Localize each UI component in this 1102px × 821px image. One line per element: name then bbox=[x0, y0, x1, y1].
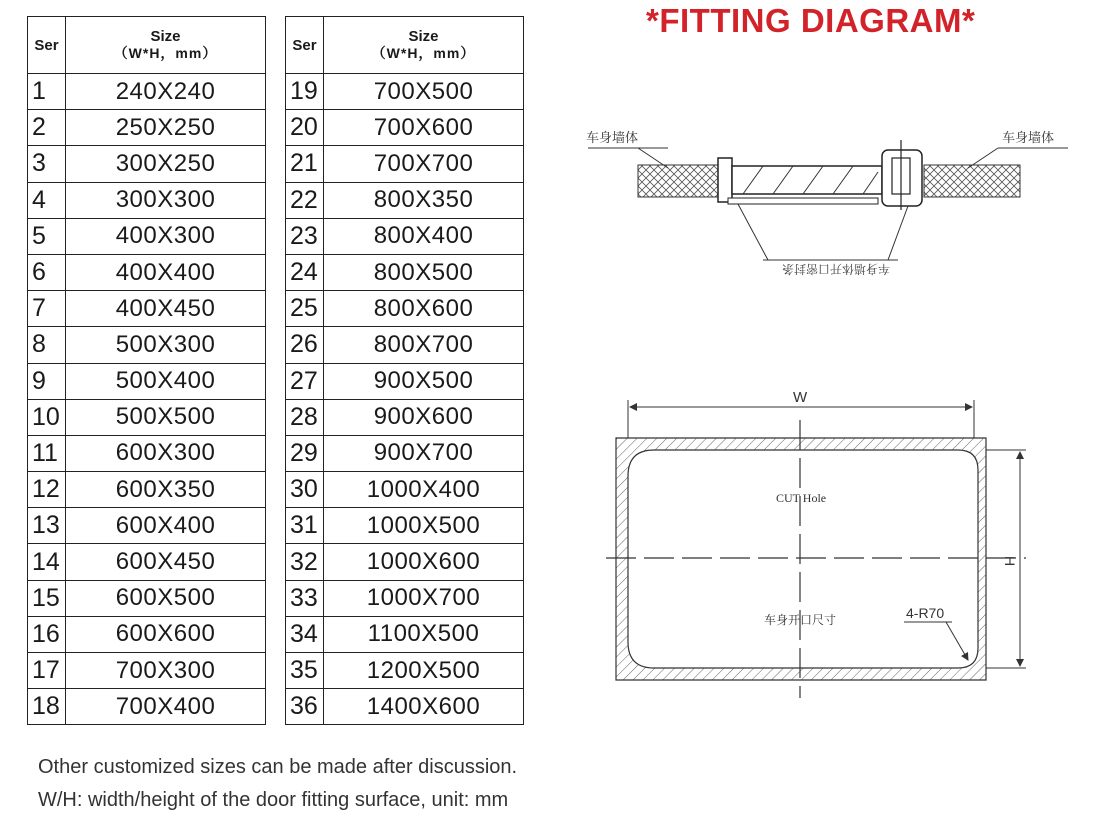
size-cell: 800X400 bbox=[324, 218, 524, 254]
ser-cell: 17 bbox=[28, 653, 66, 689]
size-header-unit: （W*H，mm） bbox=[113, 45, 218, 61]
table-row bbox=[28, 508, 266, 544]
table-row bbox=[28, 399, 266, 435]
size-cell: 250X250 bbox=[66, 110, 266, 146]
hatched-frame bbox=[616, 438, 986, 680]
table-body-left bbox=[28, 74, 266, 725]
fitting-diagram-title: *FITTING DIAGRAM* bbox=[646, 2, 976, 39]
size-cell: 800X500 bbox=[324, 254, 524, 290]
size-cell: 700X300 bbox=[66, 653, 266, 689]
ser-cell: 18 bbox=[28, 689, 66, 725]
size-cell: 700X700 bbox=[324, 146, 524, 182]
ser-cell: 16 bbox=[28, 616, 66, 652]
ser-cell: 13 bbox=[28, 508, 66, 544]
label-seal-mirrored: 车身墙体开口密封条 bbox=[781, 262, 890, 276]
ser-cell: 21 bbox=[286, 146, 324, 182]
table-row bbox=[28, 363, 266, 399]
ser-cell: 30 bbox=[286, 472, 324, 508]
size-cell: 600X350 bbox=[66, 472, 266, 508]
table-row bbox=[286, 653, 524, 689]
size-cell: 600X300 bbox=[66, 435, 266, 471]
cutout-diagram bbox=[596, 380, 1046, 720]
label-wall-right: 车身墙体 bbox=[1002, 131, 1055, 146]
table-row bbox=[286, 291, 524, 327]
ser-header: Ser bbox=[28, 17, 66, 74]
size-cell: 1000X500 bbox=[324, 508, 524, 544]
size-table-right bbox=[285, 16, 524, 725]
size-cell: 500X300 bbox=[66, 327, 266, 363]
ser-cell: 28 bbox=[286, 399, 324, 435]
table-header-row bbox=[286, 17, 524, 74]
left-wall-section bbox=[638, 165, 728, 197]
table-row bbox=[286, 254, 524, 290]
size-table-left bbox=[27, 16, 266, 725]
radius-label: 4-R70 bbox=[906, 605, 945, 621]
size-cell: 1000X600 bbox=[324, 544, 524, 580]
ser-cell: 27 bbox=[286, 363, 324, 399]
size-header bbox=[324, 17, 524, 74]
size-cell: 1100X500 bbox=[324, 616, 524, 652]
size-cell: 500X400 bbox=[66, 363, 266, 399]
ser-cell: 5 bbox=[28, 218, 66, 254]
table-row bbox=[286, 580, 524, 616]
ser-cell: 12 bbox=[28, 472, 66, 508]
size-cell: 400X400 bbox=[66, 254, 266, 290]
table-row bbox=[286, 399, 524, 435]
ser-cell: 22 bbox=[286, 182, 324, 218]
size-cell: 240X240 bbox=[66, 74, 266, 110]
ser-cell: 14 bbox=[28, 544, 66, 580]
note-unit-definition: W/H: width/height of the door fitting surface, unit: mm bbox=[38, 789, 509, 811]
size-cell: 900X700 bbox=[324, 435, 524, 471]
table-row bbox=[286, 544, 524, 580]
cut-hole-label: CUT Hole bbox=[776, 491, 827, 505]
table-row bbox=[28, 218, 266, 254]
table-row bbox=[28, 580, 266, 616]
table-row bbox=[286, 110, 524, 146]
ser-cell: 3 bbox=[28, 146, 66, 182]
ser-cell: 23 bbox=[286, 218, 324, 254]
table-row bbox=[286, 327, 524, 363]
ser-cell: 10 bbox=[28, 399, 66, 435]
table-row bbox=[28, 254, 266, 290]
ser-cell: 15 bbox=[28, 580, 66, 616]
size-cell: 800X600 bbox=[324, 291, 524, 327]
size-cell: 700X400 bbox=[66, 689, 266, 725]
table-row bbox=[28, 327, 266, 363]
section-view-diagram bbox=[578, 110, 1078, 310]
table-row bbox=[286, 616, 524, 652]
height-label: H bbox=[1002, 556, 1018, 567]
size-cell: 600X600 bbox=[66, 616, 266, 652]
table-row bbox=[286, 472, 524, 508]
ser-cell: 4 bbox=[28, 182, 66, 218]
table-row bbox=[28, 291, 266, 327]
ser-cell: 25 bbox=[286, 291, 324, 327]
table-row bbox=[28, 616, 266, 652]
table-row bbox=[286, 435, 524, 471]
ser-cell: 34 bbox=[286, 616, 324, 652]
table-row bbox=[286, 182, 524, 218]
table-row bbox=[286, 363, 524, 399]
size-cell: 1000X700 bbox=[324, 580, 524, 616]
ser-cell: 32 bbox=[286, 544, 324, 580]
table-row bbox=[28, 544, 266, 580]
size-header-title: Size bbox=[408, 28, 439, 45]
ser-cell: 6 bbox=[28, 254, 66, 290]
ser-cell: 33 bbox=[286, 580, 324, 616]
size-header-unit: （W*H，mm） bbox=[371, 45, 476, 61]
size-cell: 600X500 bbox=[66, 580, 266, 616]
size-header-title: Size bbox=[150, 28, 181, 45]
note-customized-sizes: Other customized sizes can be made after discussion. bbox=[38, 756, 518, 778]
table-row bbox=[28, 472, 266, 508]
size-cell: 1200X500 bbox=[324, 653, 524, 689]
ser-cell: 26 bbox=[286, 327, 324, 363]
frame-left bbox=[718, 158, 732, 202]
ser-cell: 1 bbox=[28, 74, 66, 110]
size-cell: 900X600 bbox=[324, 399, 524, 435]
size-cell: 300X300 bbox=[66, 182, 266, 218]
size-cell: 800X350 bbox=[324, 182, 524, 218]
ser-cell: 36 bbox=[286, 689, 324, 725]
size-cell: 1400X600 bbox=[324, 689, 524, 725]
size-cell: 700X600 bbox=[324, 110, 524, 146]
size-cell: 400X450 bbox=[66, 291, 266, 327]
size-cell: 400X300 bbox=[66, 218, 266, 254]
table-row bbox=[286, 218, 524, 254]
ser-cell: 7 bbox=[28, 291, 66, 327]
table-header-row bbox=[28, 17, 266, 74]
size-cell: 600X450 bbox=[66, 544, 266, 580]
ser-cell: 2 bbox=[28, 110, 66, 146]
table-row bbox=[286, 689, 524, 725]
table-row bbox=[28, 653, 266, 689]
size-cell: 1000X400 bbox=[324, 472, 524, 508]
size-header bbox=[66, 17, 266, 74]
ser-cell: 35 bbox=[286, 653, 324, 689]
size-cell: 600X400 bbox=[66, 508, 266, 544]
opening-size-label: 车身开口尺寸 bbox=[764, 613, 837, 627]
ser-cell: 11 bbox=[28, 435, 66, 471]
table-row bbox=[28, 146, 266, 182]
ser-cell: 24 bbox=[286, 254, 324, 290]
table-row bbox=[28, 182, 266, 218]
ser-header: Ser bbox=[286, 17, 324, 74]
label-wall-left: 车身墙体 bbox=[586, 131, 639, 146]
ser-cell: 29 bbox=[286, 435, 324, 471]
size-cell: 500X500 bbox=[66, 399, 266, 435]
size-cell: 900X500 bbox=[324, 363, 524, 399]
size-cell: 300X250 bbox=[66, 146, 266, 182]
table-row bbox=[286, 508, 524, 544]
table-row bbox=[28, 110, 266, 146]
size-cell: 700X500 bbox=[324, 74, 524, 110]
ser-cell: 8 bbox=[28, 327, 66, 363]
width-label: W bbox=[793, 389, 808, 406]
table-row bbox=[28, 689, 266, 725]
ser-cell: 31 bbox=[286, 508, 324, 544]
table-row bbox=[28, 74, 266, 110]
ser-cell: 19 bbox=[286, 74, 324, 110]
ser-cell: 9 bbox=[28, 363, 66, 399]
table-body-right bbox=[286, 74, 524, 725]
table-row bbox=[286, 146, 524, 182]
table-row bbox=[286, 74, 524, 110]
radius-leader-line bbox=[946, 622, 968, 660]
door-panel bbox=[732, 166, 882, 194]
table-row bbox=[28, 435, 266, 471]
right-wall-section bbox=[924, 165, 1020, 197]
size-cell: 800X700 bbox=[324, 327, 524, 363]
ser-cell: 20 bbox=[286, 110, 324, 146]
